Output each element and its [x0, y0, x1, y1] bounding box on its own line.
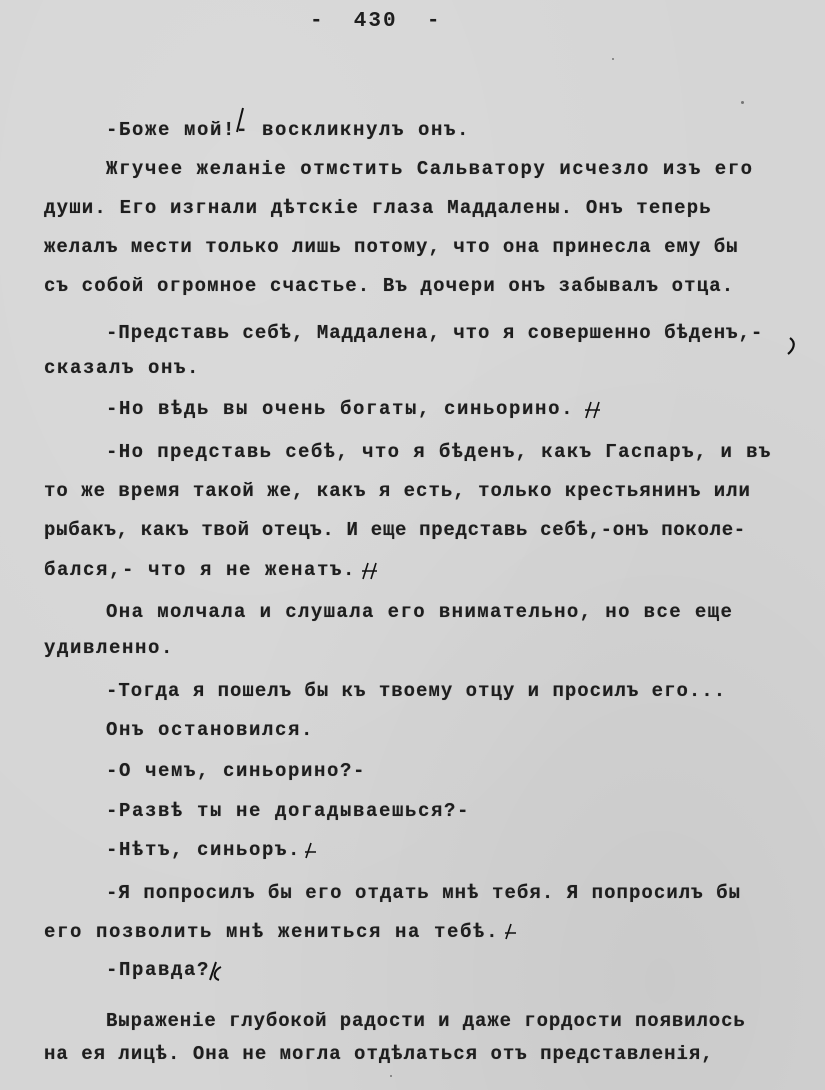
text-line: съ собой огромное счастье. Въ дочери онъ забывалъ отца.	[44, 275, 735, 297]
paper-speck	[612, 58, 614, 60]
paper-speck	[390, 1075, 392, 1077]
text-line: на ея лицѣ. Она не могла отдѣлаться отъ представленія,	[44, 1043, 714, 1065]
text-line: Выраженіе глубокой радости и даже гордости появилось	[106, 1010, 746, 1032]
text-line: то же время такой же, какъ я есть, только крестьянинъ или	[44, 480, 751, 502]
text-line: -Представь себѣ, Маддалена, что я совершенно бѣденъ,-	[106, 322, 764, 344]
text-line: Онъ остановился.	[106, 719, 315, 741]
text-line: -Развѣ ты не догадываешься?-	[106, 800, 471, 822]
text-line: -Тогда я пошелъ бы къ твоему отцу и просилъ его...	[106, 680, 727, 702]
text-line: -Но вѣдь вы очень богаты, синьорино.	[106, 398, 575, 420]
text-line: -О чемъ, синьорино?-	[106, 760, 367, 782]
paper-speck	[741, 101, 744, 104]
text-line: -Но представь себѣ, что я бѣденъ, какъ Гаспаръ, и въ	[106, 441, 772, 463]
text-line: удивленно.	[44, 637, 175, 659]
text-line: -Нѣтъ, синьоръ.	[106, 839, 302, 861]
text-line: Она молчала и слушала его внимательно, но все еще	[106, 601, 734, 623]
text-line: рыбакъ, какъ твой отецъ. И еще представь себѣ,-онъ поколе-	[44, 519, 746, 541]
text-line: сказалъ онъ.	[44, 357, 201, 379]
page-number: - 430 -	[310, 10, 442, 33]
text-line: его позволить мнѣ жениться на тебѣ.	[44, 921, 500, 943]
text-line: -Боже мой!- воскликнулъ онъ.	[106, 119, 471, 141]
text-line: Жгучее желаніе отмстить Сальватору исчезло изъ его	[106, 158, 754, 180]
text-line: бался,- что я не женатъ.	[44, 559, 357, 581]
text-line: души. Его изгнали дѣтскіе глаза Маддалены. Онъ теперь	[44, 197, 712, 219]
text-line: желалъ мести только лишь потому, что она принесла ему бы	[44, 236, 739, 258]
text-line: -Правда?	[106, 959, 211, 981]
text-line: -Я попросилъ бы его отдать мнѣ тебя. Я попросилъ бы	[106, 882, 742, 904]
